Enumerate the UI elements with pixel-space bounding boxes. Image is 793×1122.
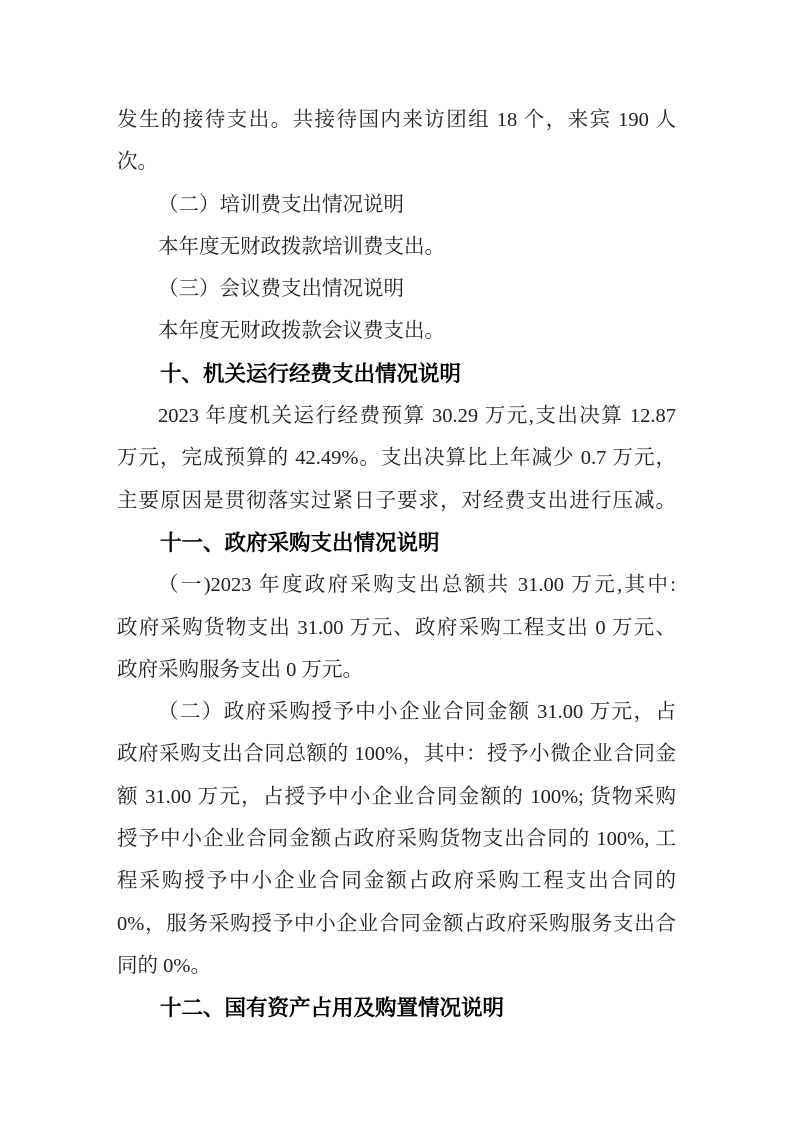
para-operating-expense-line-2: 万元，完成预算的 42.49%。支出决算比上年减少 0.7 万元， <box>117 447 676 470</box>
heading-section-ten-operating-expense: 十、机关运行经费支出情况说明 <box>160 361 462 386</box>
para-meeting-fee-none: 本年度无财政拨款会议费支出。 <box>158 320 445 343</box>
document-body <box>117 99 676 1030</box>
para-operating-expense-line-3: 主要原因是贯彻落实过紧日子要求，对经费支出进行压减。 <box>117 489 676 512</box>
subheading-training-fee-expense: （二）培训费支出情况说明 <box>158 193 404 216</box>
para-sme-contract-line-6: 0%，服务采购授予中小企业合同金额占政府采购服务支出合 <box>117 912 676 935</box>
heading-section-twelve-state-assets: 十二、国有资产占用及购置情况说明 <box>160 996 505 1021</box>
para-sme-contract-line-4: 授予中小企业合同金额占政府采购货物支出合同的 100%, 工 <box>117 828 676 851</box>
para-training-fee-none: 本年度无财政拨款培训费支出。 <box>158 235 445 258</box>
para-sme-contract-line-1: （二）政府采购授予中小企业合同金额 31.00 万元，占 <box>158 701 676 724</box>
para-sme-contract-line-3: 额 31.00 万元，占授予中小企业合同金额的 100%; 货物采购 <box>117 785 676 808</box>
para-reception-line-2: 次。 <box>117 151 158 174</box>
para-reception-line-1: 发生的接待支出。共接待国内来访团组 18 个，来宾 190 人 <box>117 109 676 131</box>
subheading-meeting-fee-expense: （三）会议费支出情况说明 <box>158 278 404 301</box>
para-sme-contract-line-5: 程采购授予中小企业合同金额占政府采购工程支出合同的 <box>117 870 676 893</box>
para-procurement-total-line-2: 政府采购货物支出 31.00 万元、政府采购工程支出 0 万元、 <box>117 616 676 639</box>
para-sme-contract-line-2: 政府采购支出合同总额的 100%，其中：授予小微企业合同金 <box>117 743 676 766</box>
para-sme-contract-line-7: 同的 0%。 <box>117 954 211 977</box>
para-procurement-total-line-1: （一)2023 年度政府采购支出总额共 31.00 万元,其中: <box>158 574 676 597</box>
para-procurement-total-line-3: 政府采购服务支出 0 万元。 <box>117 658 363 681</box>
para-operating-expense-line-1: 2023 年度机关运行经费预算 30.29 万元,支出决算 12.87 <box>158 405 676 428</box>
heading-section-eleven-gov-procurement: 十一、政府采购支出情况说明 <box>160 530 440 555</box>
